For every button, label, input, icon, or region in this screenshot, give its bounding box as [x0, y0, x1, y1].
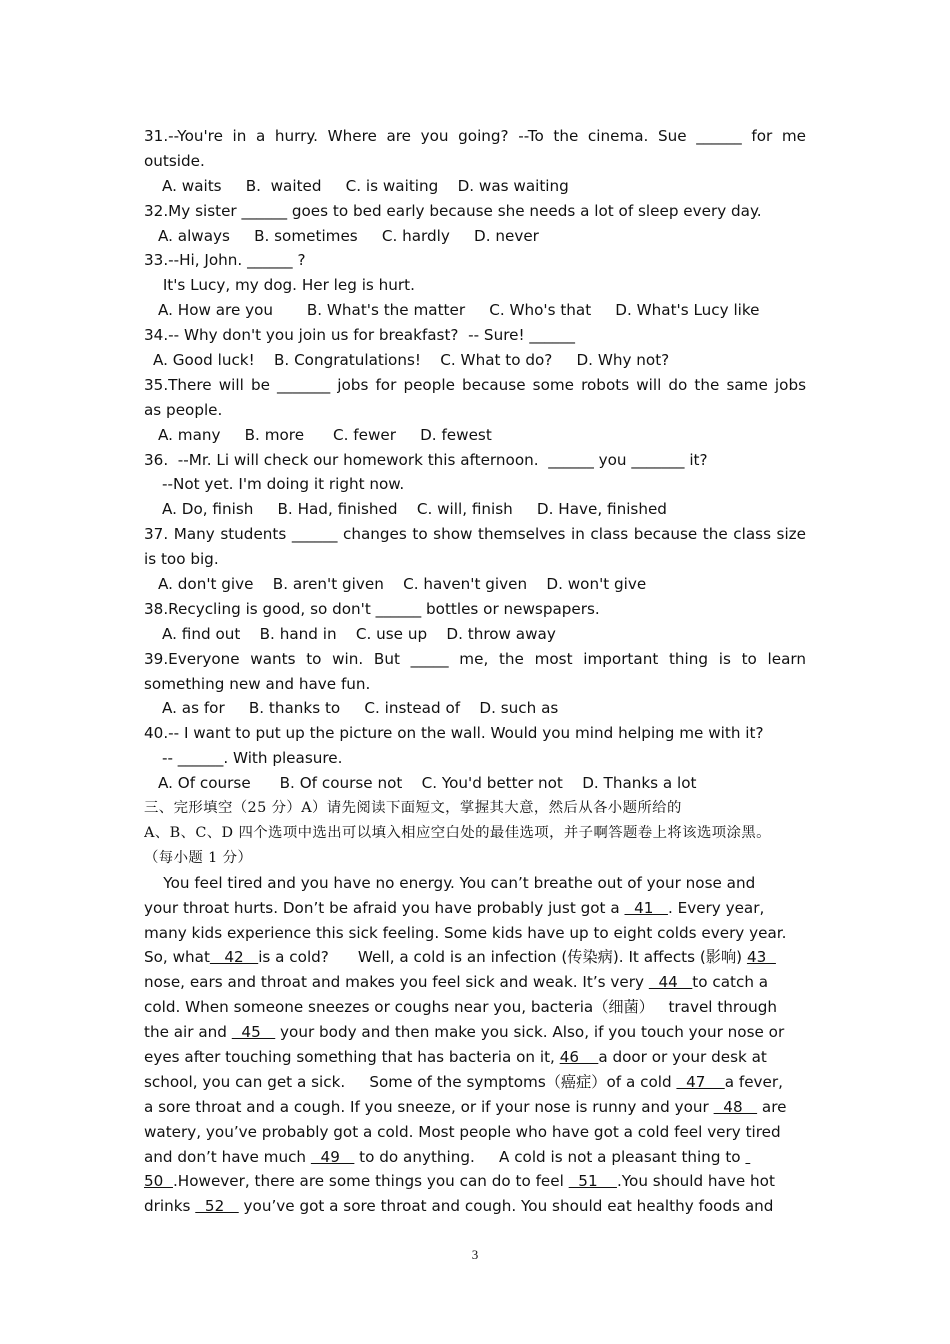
- question-39-options: A. as for B. thanks to C. instead of D. such as: [162, 699, 559, 718]
- passage-line: the air and 45 your body and then make you sick. Also, if you touch your nose or: [144, 1023, 785, 1042]
- blank-47: 47: [676, 1072, 725, 1091]
- question-36-reply: --Not yet. I'm doing it right now.: [162, 475, 405, 494]
- question-33-stem: 33.--Hi, John. ______ ?: [144, 251, 306, 270]
- passage-line: You feel tired and you have no energy. You can’t breathe out of your nose and: [144, 873, 756, 892]
- blank-44: 44: [648, 973, 693, 992]
- blank-46: 46: [559, 1047, 599, 1066]
- question-35-stem: 35.There will be _______ jobs for people because some robots will do the same jobs: [144, 375, 806, 394]
- question-31-options: A. waits B. waited C. is waiting D. was waiting: [162, 176, 569, 195]
- blank-50-lead: [745, 1148, 750, 1166]
- question-35-stem-continued: as people.: [144, 400, 223, 419]
- passage-line: and don’t have much 49 to do anything. A cold is not a pleasant thing to: [144, 1145, 806, 1170]
- question-33-reply: It's Lucy, my dog. Her leg is hurt.: [158, 276, 415, 295]
- question-32-stem: 32.My sister ______ goes to bed early because she needs a lot of sleep every day.: [144, 201, 762, 220]
- question-34-stem: 34.-- Why don't you join us for breakfast? -- Sure! ______: [144, 326, 575, 345]
- question-34-options: A. Good luck! B. Congratulations! C. What to do? D. Why not?: [153, 351, 670, 370]
- blank-50: 50: [144, 1172, 173, 1191]
- page-number: 3: [471, 1247, 479, 1262]
- question-36-stem: 36. --Mr. Li will check our homework this afternoon. ______ you _______ it?: [144, 450, 708, 469]
- passage-line: your throat hurts. Don’t be afraid you have probably just got a 41 . Every year,: [144, 898, 765, 917]
- question-40-stem: 40.-- I want to put up the picture on the wall. Would you mind helping me with it?: [144, 724, 764, 743]
- passage-line: nose, ears and throat and makes you feel sick and weak. It’s very 44 to catch a: [144, 973, 769, 992]
- blank-52: 52: [195, 1197, 239, 1216]
- question-31-stem-continued: outside.: [144, 151, 205, 170]
- question-38-stem: 38.Recycling is good, so don't ______ bottles or newspapers.: [144, 599, 600, 618]
- section-3-instructions: A、B、C、D 四个选项中选出可以填入相应空白处的最佳选项，并子啊答题卷上将该选项涂黑。: [144, 824, 771, 841]
- passage-line: watery, you’ve probably got a cold. Most people who have got a cold feel very tired: [144, 1122, 781, 1141]
- passage-line: a sore throat and a cough. If you sneeze, or if your nose is runny and your 48 are: [144, 1097, 787, 1116]
- passage-line: drinks 52 you’ve got a sore throat and cough. You should eat healthy foods and: [144, 1197, 774, 1216]
- section-3-heading: 三、完形填空（25 分）A）请先阅读下面短文，掌握其大意，然后从各小题所给的: [144, 800, 682, 817]
- section-3-points: （每小题 1 分）: [144, 849, 253, 866]
- page-content: [144, 124, 806, 1219]
- blank-43: 43: [746, 948, 776, 967]
- question-32-options: A. always B. sometimes C. hardly D. never: [158, 226, 539, 245]
- passage-line: many kids experience this sick feeling. Some kids have up to eight colds every year.: [144, 923, 787, 942]
- question-40-reply: -- ______. With pleasure.: [162, 749, 343, 768]
- question-37-stem: 37. Many students ______ changes to show themselves in class because the class size: [144, 525, 806, 544]
- blank-48: 48: [713, 1097, 758, 1116]
- question-38-options: A. find out B. hand in C. use up D. throw away: [162, 624, 556, 643]
- passage-line: 50 .However, there are some things you can do to feel 51 .You should have hot: [144, 1172, 775, 1191]
- blank-42: 42: [209, 948, 259, 967]
- question-37-options: A. don't give B. aren't given C. haven't given D. won't give: [158, 575, 647, 594]
- blank-51: 51: [568, 1172, 617, 1191]
- passage-line: eyes after touching something that has bacteria on it, 46 a door or your desk at: [144, 1047, 767, 1066]
- blank-45: 45: [231, 1023, 276, 1042]
- passage-line: school, you can get a sick. Some of the symptoms（癌症）of a cold 47 a fever,: [144, 1072, 783, 1091]
- question-37-stem-continued: is too big.: [144, 550, 219, 569]
- question-35-options: A. many B. more C. fewer D. fewest: [158, 425, 492, 444]
- question-33-options: A. How are you B. What's the matter C. Who's that D. What's Lucy like: [158, 301, 760, 320]
- question-39-stem-continued: something new and have fun.: [144, 674, 371, 693]
- passage-line: So, what 42 is a cold? Well, a cold is an infection (传染病). It affects (影响) 43: [144, 948, 776, 967]
- blank-49: 49: [310, 1147, 355, 1166]
- question-36-options: A. Do, finish B. Had, finished C. will, finish D. Have, finished: [162, 500, 667, 519]
- question-39-stem: 39.Everyone wants to win. But _____ me, the most important thing is to learn: [144, 649, 806, 668]
- passage-line: cold. When someone sneezes or coughs near you, bacteria（细菌） travel through: [144, 998, 778, 1017]
- blank-41: 41: [624, 898, 668, 917]
- question-40-options: A. Of course B. Of course not C. You'd better not D. Thanks a lot: [158, 774, 697, 793]
- question-31-stem: 31.--You're in a hurry. Where are you going? --To the cinema. Sue ______ for me: [144, 127, 806, 145]
